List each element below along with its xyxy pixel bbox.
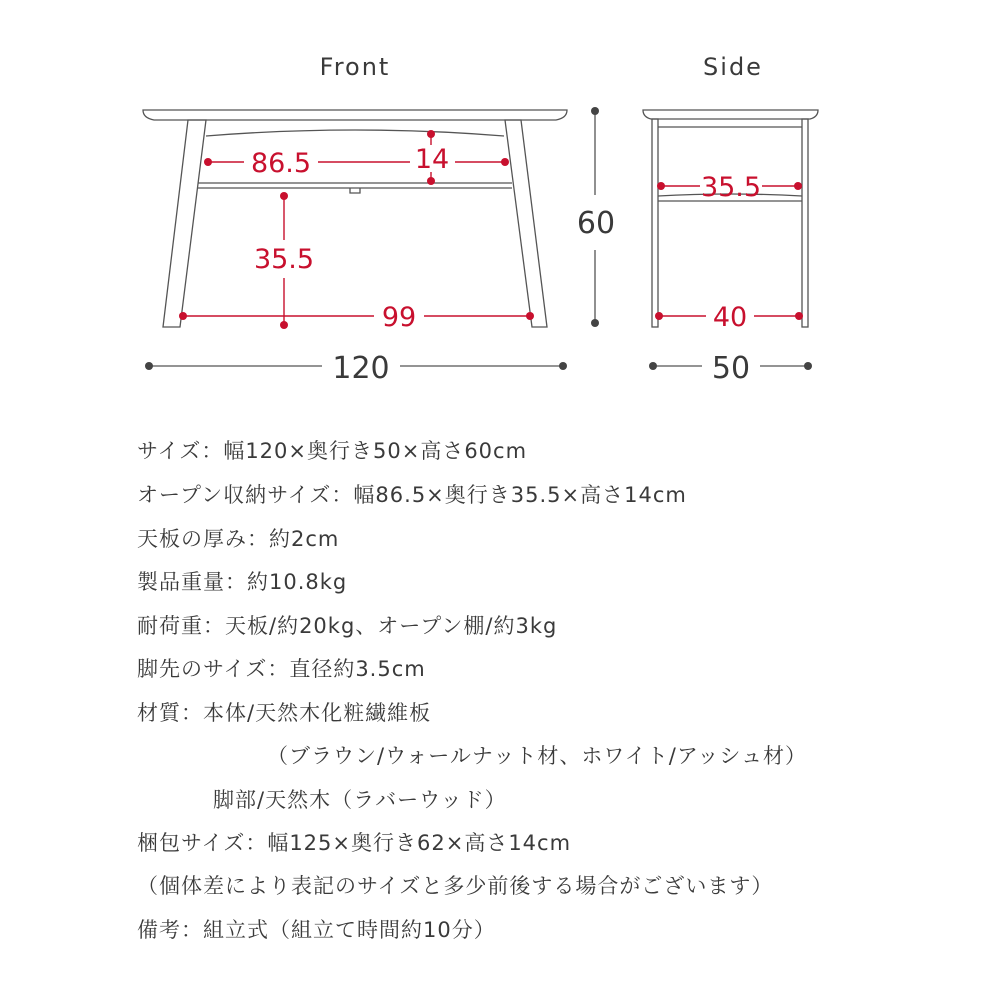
spec-material-finish: （ブラウン/ウォールナット材、ホワイト/アッシュ材） [267,744,807,768]
dimension-diagram [0,0,1000,400]
spec-leg-tip-size: 脚先のサイズ：直径約3.5cm [137,657,426,681]
dim-dot [145,362,153,370]
dim-dot [559,362,567,370]
dim-dot [204,158,212,166]
front-red-dimensions [179,130,534,329]
spec-material: 材質：本体/天然木化粧繊維板 [137,701,432,725]
dim-dot [591,107,599,115]
spec-package-size: 梱包サイズ：幅125×奥行き62×高さ14cm [137,831,572,855]
dim-storage-height-label: 14 [414,144,450,175]
spec-size: サイズ：幅120×奥行き50×高さ60cm [137,439,528,463]
dim-total-width-label: 120 [332,351,390,386]
dim-dot [427,130,435,138]
dim-dot [591,319,599,327]
dim-side-storage-depth-label: 35.5 [700,172,762,203]
dim-dot [526,312,534,320]
spec-load-capacity: 耐荷重：天板/約20kg、オープン棚/約3kg [137,614,558,638]
dim-dot [280,192,288,200]
spec-weight: 製品重量：約10.8kg [137,570,348,594]
dim-dot [179,312,187,320]
dim-leg-clearance-label: 35.5 [253,244,315,275]
dim-dot [657,182,665,190]
side-view-title: Side [703,53,763,81]
spec-material-legs: 脚部/天然木（ラバーウッド） [213,788,507,812]
dim-total-height-label: 60 [576,206,616,241]
dim-storage-width-label: 86.5 [250,148,312,179]
dim-dot [427,177,435,185]
dim-leg-span-label: 99 [381,302,417,333]
spec-top-thickness: 天板の厚み：約2cm [137,527,340,551]
dim-dot [649,362,657,370]
spec-note-variance: （個体差により表記のサイズと多少前後する場合がございます） [137,874,774,898]
dim-dot [795,312,803,320]
dim-dot [280,321,288,329]
spec-open-storage-size: オープン収納サイズ：幅86.5×奥行き35.5×高さ14cm [137,483,687,507]
side-table-outline [643,110,818,327]
dim-side-total-depth-label: 50 [711,351,751,386]
dim-side-leg-span-label: 40 [712,302,748,333]
dim-dot [804,362,812,370]
spec-remarks: 備考：組立式（組立て時間約10分） [137,918,496,942]
front-view-title: Front [319,53,391,81]
dim-dot [794,182,802,190]
dim-dot [501,158,509,166]
dim-dot [655,312,663,320]
front-table-outline [143,110,567,327]
